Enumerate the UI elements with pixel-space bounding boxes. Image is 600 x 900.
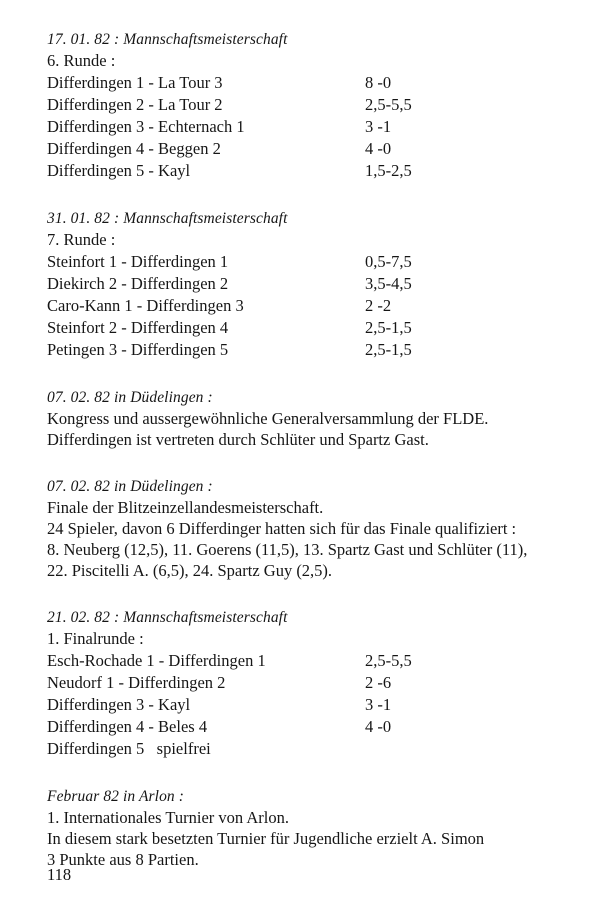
match-score: 8 -0 <box>365 73 392 92</box>
match-row <box>47 672 567 694</box>
round-label: 6. Runde : <box>47 51 116 70</box>
match-row <box>47 716 567 738</box>
match-row <box>47 317 567 339</box>
match-row <box>47 138 567 160</box>
match-score: 2,5-5,5 <box>365 95 412 114</box>
match-name: Differdingen 2 - La Tour 2 <box>47 95 223 114</box>
paragraph <box>47 497 567 581</box>
match-score: 2,5-1,5 <box>365 340 412 359</box>
match-row <box>47 295 567 317</box>
match-row <box>47 94 567 116</box>
match-row <box>47 160 567 182</box>
match-score: 2 -6 <box>365 673 392 692</box>
match-score: 3,5-4,5 <box>365 274 412 293</box>
paragraph-line: 3 Punkte aus 8 Partien. <box>47 850 199 869</box>
paragraph-line: Differdingen ist vertreten durch Schlüter und Spartz Gast. <box>47 430 429 449</box>
round-label: 1. Finalrunde : <box>47 629 144 648</box>
match-name: Neudorf 1 - Differdingen 2 <box>47 673 226 692</box>
match-row <box>47 339 567 361</box>
section-17-01-82 <box>47 30 567 182</box>
paragraph-line: 24 Spieler, davon 6 Differdinger hatten sich für das Finale qualifiziert : <box>47 519 517 538</box>
match-row <box>47 72 567 94</box>
match-name: Differdingen 3 - Kayl <box>47 695 191 714</box>
section-heading: 21. 02. 82 : Mannschaftsmeisterschaft <box>47 609 288 626</box>
section-31-01-82 <box>47 209 567 361</box>
match-name: Diekirch 2 - Differdingen 2 <box>47 274 229 293</box>
page-number: 118 <box>47 865 72 884</box>
section-heading: Februar 82 in Arlon : <box>47 788 185 805</box>
match-row <box>47 116 567 138</box>
match-name: Steinfort 2 - Differdingen 4 <box>47 318 229 337</box>
section-heading: 17. 01. 82 : Mannschaftsmeisterschaft <box>47 31 288 48</box>
paragraph-line: 1. Internationales Turnier von Arlon. <box>47 808 289 827</box>
match-name: Caro-Kann 1 - Differdingen 3 <box>47 296 244 315</box>
match-score: 1,5-2,5 <box>365 161 412 180</box>
match-name: Differdingen 5 - Kayl <box>47 161 191 180</box>
match-score: 3 -1 <box>365 117 392 136</box>
match-score: 3 -1 <box>365 695 392 714</box>
match-name: Differdingen 4 - Beles 4 <box>47 717 208 736</box>
document-page <box>47 30 567 897</box>
paragraph <box>47 408 567 450</box>
section-07-02-82-blitz <box>47 477 567 581</box>
match-score: 4 -0 <box>365 139 392 158</box>
match-score: 0,5-7,5 <box>365 252 412 271</box>
match-name: Esch-Rochade 1 - Differdingen 1 <box>47 651 266 670</box>
match-row <box>47 251 567 273</box>
paragraph-line: In diesem stark besetzten Turnier für Jugendliche erzielt A. Simon <box>47 829 485 848</box>
bye-line: Differdingen 5 spielfrei <box>47 739 211 758</box>
match-score: 2 -2 <box>365 296 392 315</box>
section-21-02-82 <box>47 608 567 760</box>
match-score: 4 -0 <box>365 717 392 736</box>
section-heading: 07. 02. 82 in Düdelingen : <box>47 478 213 495</box>
paragraph-line: Finale der Blitzeinzellandesmeisterschaft. <box>47 498 324 517</box>
match-row <box>47 694 567 716</box>
paragraph-line: 22. Piscitelli A. (6,5), 24. Spartz Guy (2,5). <box>47 561 333 580</box>
match-row <box>47 650 567 672</box>
section-07-02-82-kongress <box>47 388 567 450</box>
section-februar-82-arlon <box>47 787 567 870</box>
match-name: Differdingen 1 - La Tour 3 <box>47 73 223 92</box>
match-score: 2,5-5,5 <box>365 651 412 670</box>
paragraph-line: 8. Neuberg (12,5), 11. Goerens (11,5), 13. Spartz Gast und Schlüter (11), <box>47 540 528 559</box>
match-name: Petingen 3 - Differdingen 5 <box>47 340 229 359</box>
match-row <box>47 273 567 295</box>
paragraph <box>47 807 567 870</box>
match-name: Differdingen 4 - Beggen 2 <box>47 139 221 158</box>
round-label: 7. Runde : <box>47 230 116 249</box>
match-name: Differdingen 3 - Echternach 1 <box>47 117 245 136</box>
match-name: Steinfort 1 - Differdingen 1 <box>47 252 229 271</box>
section-heading: 07. 02. 82 in Düdelingen : <box>47 389 213 406</box>
match-score: 2,5-1,5 <box>365 318 412 337</box>
paragraph-line: Kongress und aussergewöhnliche Generalversammlung der FLDE. <box>47 409 489 428</box>
section-heading: 31. 01. 82 : Mannschaftsmeisterschaft <box>47 210 288 227</box>
